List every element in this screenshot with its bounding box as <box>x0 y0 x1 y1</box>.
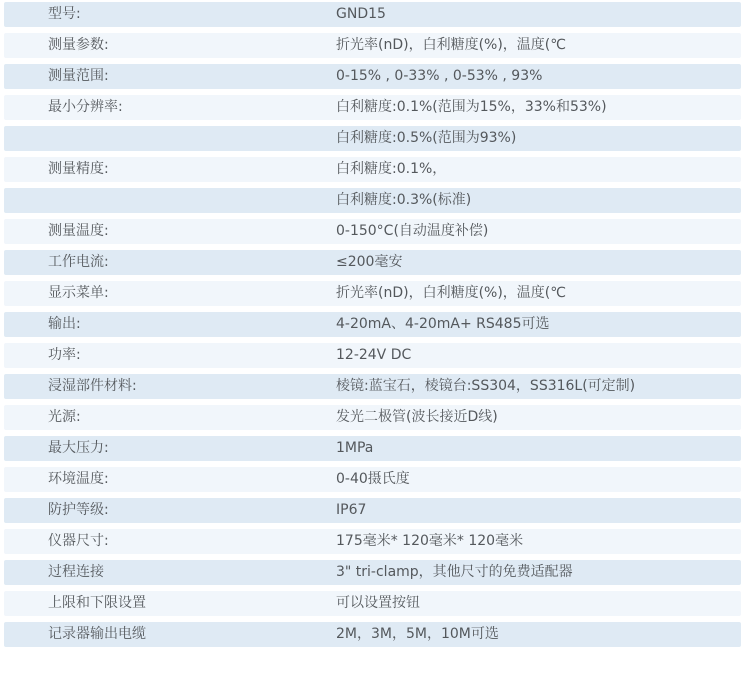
spec-value: GND15 <box>336 6 386 22</box>
row-process-connection <box>4 560 741 585</box>
row-ambient-temperature <box>4 467 741 492</box>
row-minimum-resolution <box>4 95 741 120</box>
spec-label: 记录器输出电缆 <box>48 626 146 642</box>
spec-value: 白利糖度:0.1%， <box>336 161 447 177</box>
spec-value: 白利糖度:0.1%(范围为15%，33%和53%) <box>336 99 607 115</box>
spec-value: 白利糖度:0.3%(标准) <box>336 192 472 208</box>
spec-label: 最大压力: <box>48 440 109 456</box>
row-display-menu <box>4 281 741 306</box>
row-working-current <box>4 250 741 275</box>
spec-label: 显示菜单: <box>48 285 109 301</box>
spec-value: 白利糖度:0.5%(范围为93%) <box>336 130 517 146</box>
spec-value: 0-15% , 0-33% , 0-53% , 93% <box>336 68 543 84</box>
row-maximum-pressure <box>4 436 741 461</box>
spec-label: 测量温度: <box>48 223 109 239</box>
spec-value: 2M，3M，5M，10M可选 <box>336 626 499 642</box>
spec-value: 3" tri-clamp，其他尺寸的免费适配器 <box>336 564 573 580</box>
spec-value: 可以设置按钮 <box>336 595 420 611</box>
row-minimum-resolution-2 <box>4 126 741 151</box>
spec-value: 折光率(nD)，白利糖度(%)，温度(℃ <box>336 37 566 53</box>
row-measuring-accuracy <box>4 157 741 182</box>
spec-value: IP67 <box>336 502 367 518</box>
spec-label: 输出: <box>48 316 81 332</box>
spec-label: 仪器尺寸: <box>48 533 109 549</box>
row-measuring-accuracy-2 <box>4 188 741 213</box>
row-protection-rating <box>4 498 741 523</box>
row-measuring-parameters <box>4 33 741 58</box>
spec-value: 发光二极管(波长接近D线) <box>336 409 498 425</box>
spec-value: 1MPa <box>336 440 374 456</box>
row-measuring-temperature <box>4 219 741 244</box>
spec-label: 上限和下限设置 <box>48 595 146 611</box>
spec-value: 棱镜:蓝宝石，棱镜台:SS304，SS316L(可定制) <box>336 378 636 394</box>
row-power <box>4 343 741 368</box>
row-upper-lower-limit-setting <box>4 591 741 616</box>
spec-label: 防护等级: <box>48 502 109 518</box>
spec-label: 过程连接 <box>48 564 104 580</box>
spec-value: 4-20mA、4-20mA+ RS485可选 <box>336 316 550 332</box>
spec-label: 测量范围: <box>48 68 109 84</box>
spec-label: 最小分辨率: <box>48 99 123 115</box>
row-light-source <box>4 405 741 430</box>
spec-label: 环境温度: <box>48 471 109 487</box>
spec-value: 175毫米* 120毫米* 120毫米 <box>336 533 524 549</box>
spec-label: 测量精度: <box>48 161 109 177</box>
row-measuring-range <box>4 64 741 89</box>
spec-value: 0-150°C(自动温度补偿) <box>336 223 489 239</box>
spec-value: 折光率(nD)，白利糖度(%)，温度(℃ <box>336 285 566 301</box>
row-wetted-parts-material <box>4 374 741 399</box>
row-model <box>4 2 741 27</box>
spec-label: 工作电流: <box>48 254 109 270</box>
spec-value: 12-24V DC <box>336 347 412 363</box>
row-instrument-size <box>4 529 741 554</box>
spec-value: ≤200毫安 <box>336 254 403 270</box>
spec-value: 0-40摄氏度 <box>336 471 410 487</box>
row-recorder-output-cable <box>4 622 741 647</box>
spec-label: 型号: <box>48 6 81 22</box>
spec-label: 浸湿部件材料: <box>48 378 137 394</box>
spec-label: 光源: <box>48 409 81 425</box>
row-output <box>4 312 741 337</box>
spec-label: 测量参数: <box>48 37 109 53</box>
spec-label: 功率: <box>48 347 81 363</box>
